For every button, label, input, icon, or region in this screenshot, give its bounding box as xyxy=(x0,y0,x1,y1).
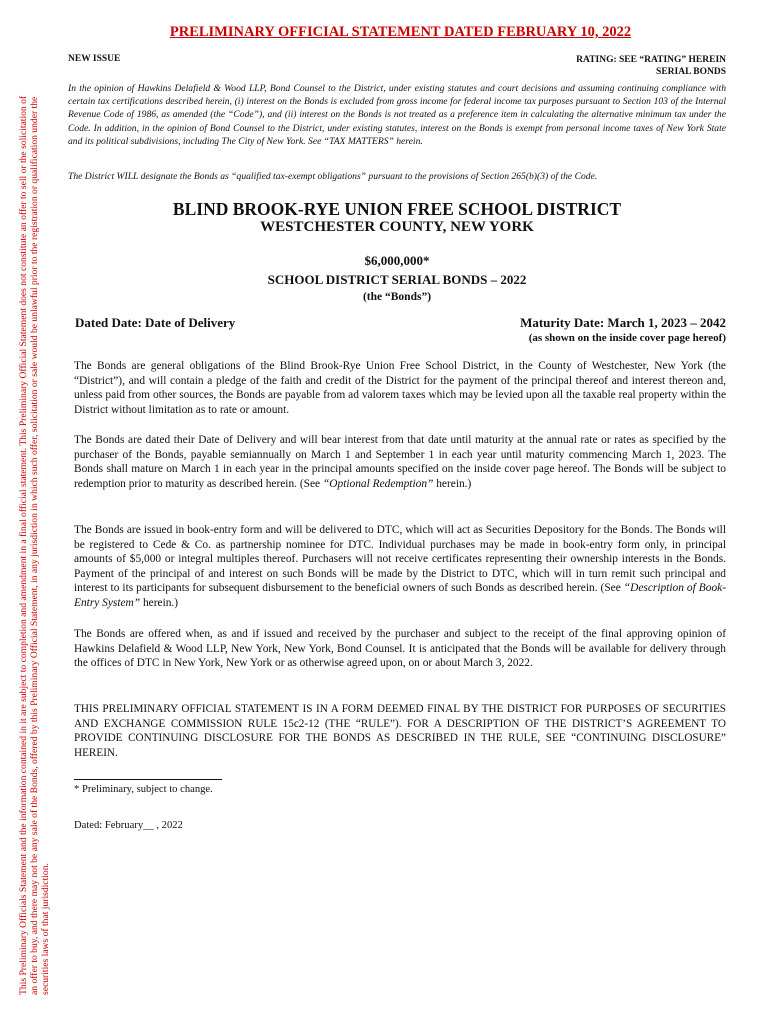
issue-rating-row xyxy=(68,54,726,78)
body-paragraph-offering: The Bonds are offered when, as and if issued and received by the purchaser and subject to the receipt of the final approving opinion of Hawkins Delafield & Wood LLP, New York, New York, Bond Counsel. It is anticipated that the Bonds will be available for delivery through the offices of DTC in New York, New York or as otherwise agreed upon, on or about March 3, 2022. xyxy=(74,628,726,670)
document-dated-line: Dated: February__ , 2022 xyxy=(74,820,183,831)
district-name: BLIND BROOK-RYE UNION FREE SCHOOL DISTRICT xyxy=(172,199,622,219)
body-paragraph-book-entry-text: The Bonds are issued in book-entry form and will be delivered to DTC, which will act as Securities Depository for the Bonds. The Bonds will be registered to Cede & Co. as partnership nominee for DTC. Individual purchases may be made in book-entry form only, in principal amounts of $5,000 or integral multiples thereof. Purchasers will not receive certificates representing their ownership interests in the Bonds. Payment of the principal of and interest on such Bonds will be made by the District to DTC, which will in turn remit such principal and interest to its participants for subsequent disbursement to the beneficial owners of such Bonds as described herein. (See xyxy=(74,524,726,595)
footnote-divider xyxy=(74,779,222,780)
county-name: WESTCHESTER COUNTY, NEW YORK xyxy=(260,219,534,235)
maturity-note: (as shown on the inside cover page hereof) xyxy=(528,332,726,344)
body-paragraph-dating-end: herein.) xyxy=(433,477,472,490)
bond-alias: (the “Bonds”) xyxy=(362,291,432,303)
continuing-disclosure-paragraph: THIS PRELIMINARY OFFICIAL STATEMENT IS IN A FORM DEEMED FINAL BY THE DISTRICT FOR PURPOSES OF SECURITIES AND EXCHANGE COMMISSION RULE 15c2-12 (THE “RULE”). FOR A DESCRIPTION OF THE DISTRICT’S AGREEMENT TO PROVIDE CONTINUING DISCLOSURE FOR THE BONDS AS DESCRIBED IN THE RULE, SEE “CONTINUING DISCLOSURE” HEREIN. xyxy=(74,703,726,759)
tax-exempt-designation: The District WILL designate the Bonds as “qualified tax-exempt obligations” pursuant to the provisions of Section 265(b)(3) of the Code. xyxy=(68,171,598,182)
optional-redemption-reference: “Optional Redemption” xyxy=(322,477,434,490)
serial-bonds-label: SERIAL BONDS xyxy=(656,67,726,77)
maturity-date: Maturity Date: March 1, 2023 – 2042 xyxy=(520,315,726,330)
new-issue-label: NEW ISSUE xyxy=(68,54,121,64)
side-disclaimer-line-3: securities laws of that jurisdiction. xyxy=(40,863,52,995)
bond-title: SCHOOL DISTRICT SERIAL BONDS – 2022 xyxy=(267,272,527,287)
rating-label: RATING: SEE “RATING” HEREIN xyxy=(576,55,726,65)
book-entry-reference: “Description of Book-Entry System” xyxy=(74,582,726,609)
footnote-preliminary: * Preliminary, subject to change. xyxy=(74,784,213,795)
body-paragraph-dating-text: The Bonds are dated their Date of Delivery and will bear interest from that date until maturity at the annual rate or rates as specified by the purchaser of the Bonds, payable semiannually on March 1 and September 1 in each year until maturity commencing March 1, 2023. The Bonds shall mature on March 1 in each year in the principal amounts specified on the inside cover page hereof. The Bonds will be subject to redemption prior to maturity as described herein. (See xyxy=(74,434,726,490)
side-disclaimer-line-1: This Preliminary Officials Statement and the information contained in it are subject to completion and amendment in a final official statement. This Preliminary Official Statement does not constitute an offer to sell or the solicitation of xyxy=(18,95,29,995)
dated-date: Dated Date: Date of Delivery xyxy=(75,315,236,330)
tax-opinion-paragraph: In the opinion of Hawkins Delafield & Wood LLP, Bond Counsel to the District, under existing statutes and court decisions and assuming continuing compliance with certain tax certifications described herein, (i) interest on the Bonds is excluded from gross income for federal income tax purposes pursuant to Section 103 of the Internal Revenue Code of 1986, as amended (the “Code”), and (ii) interest on the Bonds is not treated as a preference item in calculating the alternative minimum tax under the Code. In addition, in the opinion of Bond Counsel to the District, under existing statutes, interest on the Bonds is exempt from personal income taxes of New York State and its political subdivisions, including The City of New York. See “TAX MATTERS” herein. xyxy=(68,83,726,147)
side-disclaimer-legend xyxy=(18,15,52,995)
body-paragraph-book-entry xyxy=(74,523,726,611)
preliminary-statement-heading: PRELIMINARY OFFICIAL STATEMENT DATED FEBRUARY 10, 2022 xyxy=(169,24,632,40)
dates-row xyxy=(75,315,726,333)
side-disclaimer-line-2: an offer to buy, and there may not be any sale of the Bonds, offered by this Preliminary Official Statement, in any jurisdiction in which such offer, solicitation or sale would be unlawful prior to the registration or qualification under the xyxy=(29,96,41,995)
body-paragraph-book-entry-end: herein.) xyxy=(140,596,179,609)
body-paragraph-dating xyxy=(74,433,726,491)
bond-amount: $6,000,000* xyxy=(364,253,430,268)
body-paragraph-obligations: The Bonds are general obligations of the Blind Brook-Rye Union Free School District, in the County of Westchester, New York (the “District”), and will contain a pledge of the faith and credit of the District for the payment of the principal thereof and interest thereon and, unless paid from other sources, the Bonds are payable from ad valorem taxes which may be levied upon all the taxable real property within the District without limitation as to rate or amount. xyxy=(74,360,726,416)
rating-block xyxy=(576,54,726,78)
